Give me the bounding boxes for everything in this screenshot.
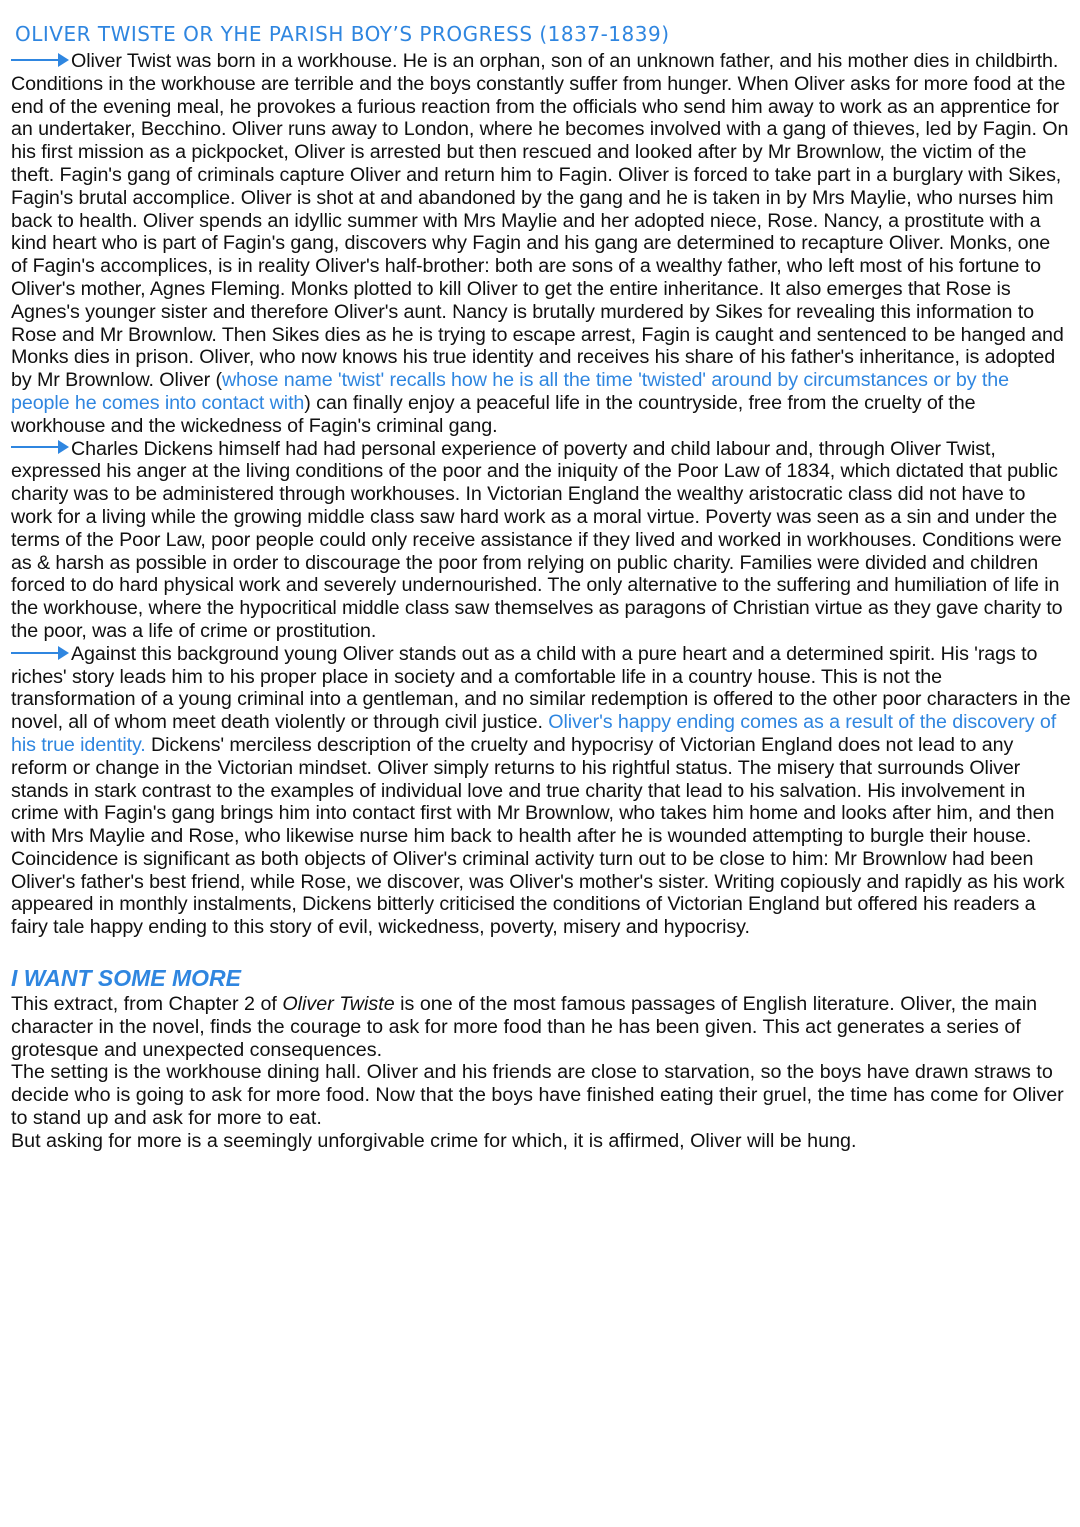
- section-line-3: But asking for more is a seemingly unforgivable crime for which, it is affirmed, Oliver will be hung.: [11, 1129, 857, 1152]
- document-page: [11, 20, 1071, 1153]
- paragraph-plot-text-end: ) can finally enjoy a peaceful life in the countryside, free from the cruelty of the workhouse and the wickedness of Fagin's criminal gang.: [11, 391, 976, 437]
- document-title: OLIVER TWISTE OR YHE PARISH BOY’S PROGRESS (1837-1839): [15, 22, 670, 46]
- section-heading: I WANT SOME MORE: [11, 965, 241, 992]
- right-arrow-icon: [11, 440, 69, 454]
- paragraph-analysis-text: Against this background young Oliver stands out as a child with a pure heart and a determined spirit. His 'rags to riches' story leads him to his proper place in society and a comfortable life in a country house. This is not the transformation of a young criminal into a gentleman, and no similar redemption is offered to the other poor characters in the novel, all of whom meet death violently or through civil justice.: [11, 642, 1071, 734]
- paragraph-plot-text: Oliver Twist was born in a workhouse. He is an orphan, son of an unknown father, and his mother dies in childbirth. Conditions in the workhouse are terrible and the boys constantly suffer from hunger. When Oliver asks for more food at the end of the evening meal, he provokes a furious reaction from the officials who send him away to work as an apprentice for an undertaker, Becchino. Oliver runs away to London, where he becomes involved with a gang of thieves, led by Fagin. On his first mission as a pickpocket, Oliver is arrested but then rescued and looked after by Mr Brownlow, the victim of the theft. Fagin's gang of criminals capture Oliver and return him to Fagin. Oliver is forced to take part in a burglary with Sikes, Fagin's brutal accomplice. Oliver is shot at and abandoned by the gang and he is taken in by Mrs Maylie, who nurses him back to health. Oliver spends an idyllic summer with Mrs Maylie and her adopted niece, Rose. Nancy, a prostitute with a kind heart who is part of Fagin's gang, discovers why Fagin and his gang are determined to recapture Oliver. Monks, one of Fagin's accomplices, is in reality Oliver's half-brother: both are sons of a wealthy father, who left most of his fortune to Oliver's mother, Agnes Fleming. Monks plotted to kill Oliver to get the entire inheritance. It also emerges that Rose is Agnes's younger sister and therefore Oliver's aunt. Nancy is brutally murdered by Sikes for revealing this information to Rose and Mr Brownlow. Then Sikes dies as he is trying to escape arrest, Fagin is caught and sentenced to be hanged and Monks dies in prison. Oliver, who now knows his true identity and receives his share of his father's inheritance, is adopted by Mr Brownlow. Oliver (: [11, 50, 1069, 392]
- paragraph-analysis-text-end: Dickens' merciless description of the cruelty and hypocrisy of Victorian England does not lead to any reform or change in the Victorian mindset. Oliver simply returns to his rightful status. The misery that surrounds Oliver stands in stark contrast to the examples of individual love and true charity that lead to his salvation. His involvement in crime with Fagin's gang brings him into contact first with Mr Brownlow, who takes him home and looks after him, and then with Mrs Maylie and Rose, who likewise nurse him back to health after he is wounded attempting to burgle their house. Coincidence is significant as both objects of Oliver's criminal activity turn out to be close to him: Mr Brownlow had been Oliver's father's best friend, while Rose, we discover, was Oliver's mother's sister. Writing copiously and rapidly as his work appeared in monthly instalments, Dickens bitterly criticised the conditions of Victorian England but offered his readers a fairy tale happy ending to this story of evil, wickedness, poverty, misery and hypocrisy.: [11, 733, 1065, 939]
- paragraph-context-text: Charles Dickens himself had had personal experience of poverty and child labour and, through Oliver Twist, expressed his anger at the living conditions of the poor and the iniquity of the Poor Law of 1834, which dictated that public charity was to be administered through workhouses. In Victorian England the wealthy aristocratic class did not have to work for a living while the growing middle class saw hard work as a moral virtue. Poverty was seen as a sin and under the terms of the Poor Law, poor people could only receive assistance if they lived and worked in workhouses. Conditions were as & harsh as possible in order to discourage the poor from relying on public charity. Families were divided and children forced to do hard physical work and severely undernourished. The only alternative to the suffering and humiliation of life in the workhouse, where the hypocritical middle class saw themselves as paragons of Christian virtue as they gave charity to the poor, was a life of crime or prostitution.: [11, 437, 1063, 642]
- right-arrow-icon: [11, 53, 69, 67]
- section-body: [11, 993, 1071, 1153]
- right-arrow-icon: [11, 646, 69, 660]
- paragraph-plot-highlight: whose name 'twist' recalls how he is all the time 'twisted' around by circumstances or by the people he comes into contact with: [11, 369, 1009, 414]
- section-line-2: The setting is the workhouse dining hall. Oliver and his friends are close to starvation, so the boys have drawn straws to decide who is going to ask for more food. Now that the boys have finished eating their gruel, the time has come for Oliver to stand up and ask for more to eat.: [11, 1061, 1064, 1130]
- summary-body: [11, 50, 1071, 939]
- paragraph-plot: [11, 50, 1071, 438]
- paragraph-analysis: [11, 643, 1071, 939]
- paragraph-context: [11, 438, 1071, 643]
- paragraph-analysis-highlight: Oliver's happy ending comes as a result of the discovery of his true identity.: [11, 711, 1057, 756]
- section-line-1: This extract, from Chapter 2 of Oliver Twiste is one of the most famous passages of English literature. Oliver, the main character in the novel, finds the courage to ask for more food than he has been given. This act generates a series of grotesque and unexpected consequences.: [11, 993, 1038, 1061]
- book-title-italic: Oliver Twiste: [282, 993, 395, 1016]
